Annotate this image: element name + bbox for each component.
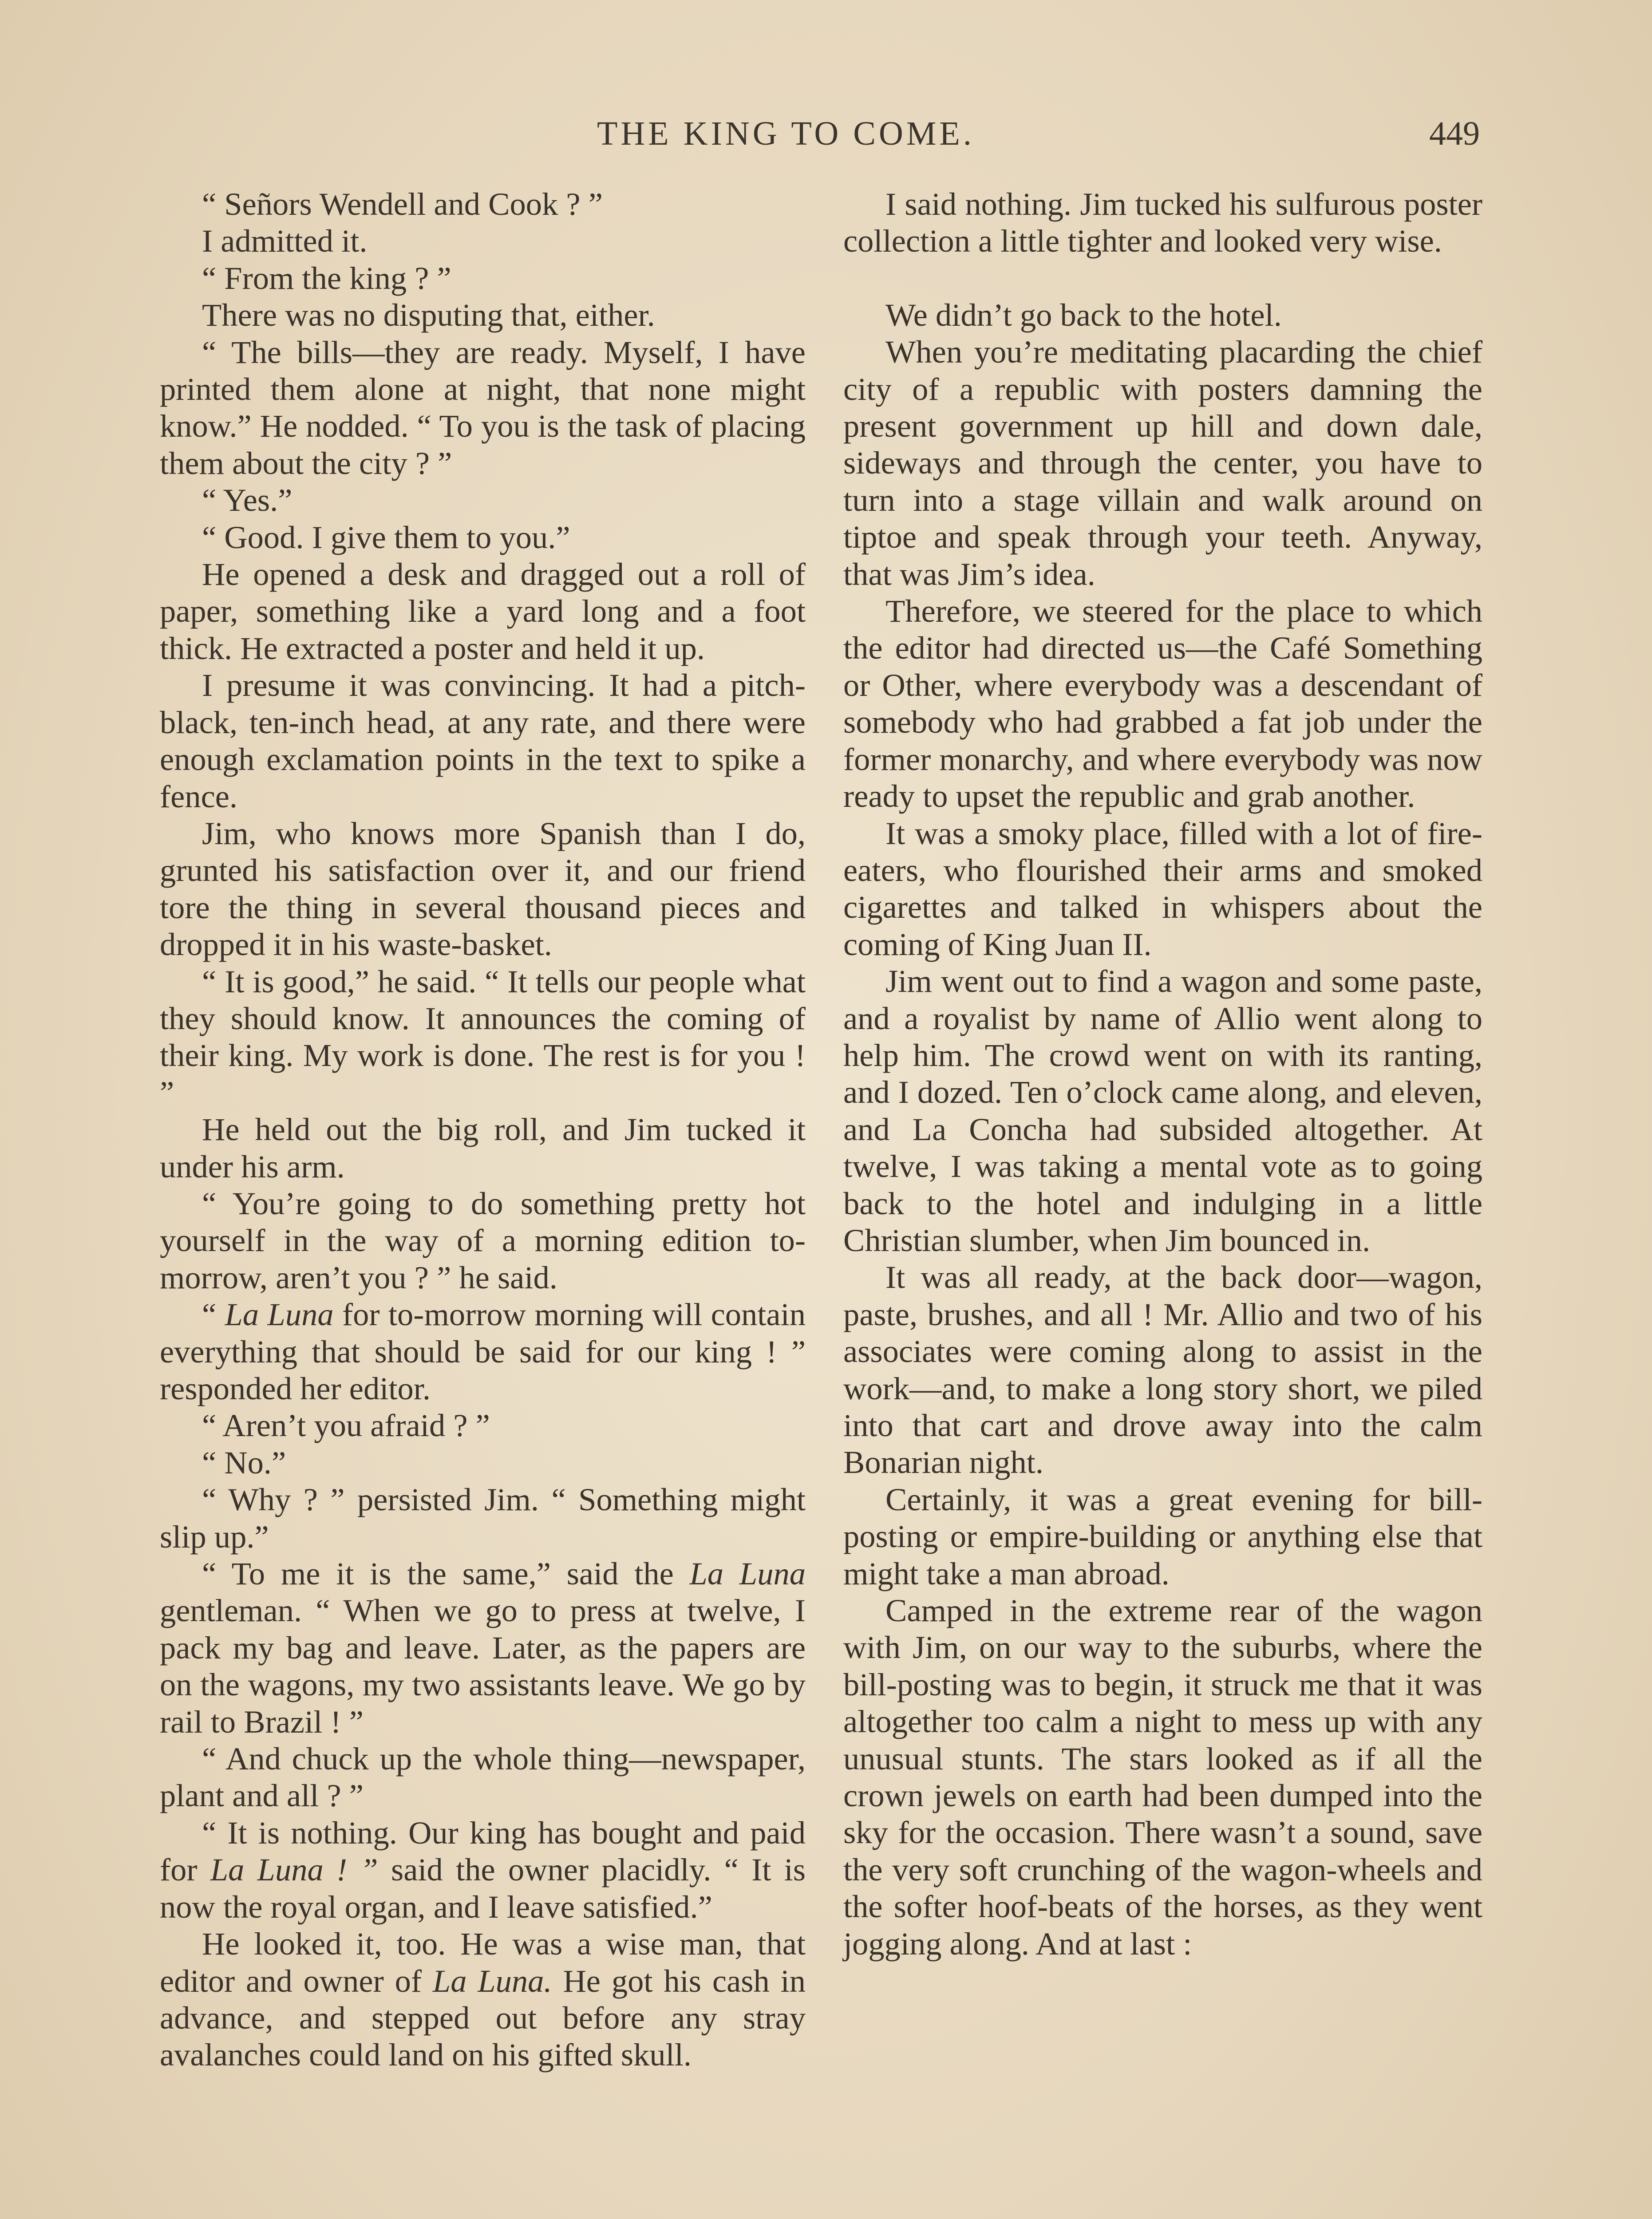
paragraph: “ No.” — [202, 1444, 286, 1481]
paragraph: We didn’t go back to the hotel. — [885, 296, 1282, 333]
paragraph: He opened a desk and dragged out a roll of paper, something like a yard long and a foot thick. He extracted a poster and held it up. — [160, 556, 806, 666]
paragraph: There was no disputing that, either. — [202, 297, 655, 333]
paragraph: He looked it, too. He was a wise man, that editor and owner of La Luna. He got his cash in advance, and stepped out before any stray avalanches could land on his gifted skull. — [160, 1926, 806, 2073]
paragraph: Therefore, we steered for the place to which the editor had directed us—the Café Something or Other, where everybody was a descendant of somebody who had grabbed a fat job under the former monarchy, and where everybody was now ready to upset the republic and grab another. — [843, 593, 1482, 814]
paragraph: I presume it was convincing. It had a pitch-black, ten-inch head, at any rate, and there were enough exclamation points in the text to spike a fence. — [160, 667, 806, 814]
running-head: THE KING TO COME. — [597, 115, 975, 152]
paragraph: “ It is good,” he said. “ It tells our people what they should know. It announces the coming of their king. My work is done. The rest is for you ! ” — [160, 963, 806, 1110]
italic-title: La Luna — [225, 1296, 334, 1333]
paragraph: It was a smoky place, filled with a lot of fire-eaters, who flourished their arms and smoked cigarettes and talked in whispers about the coming of King Juan II. — [843, 815, 1482, 962]
paragraph: “ La Luna for to-morrow morning will contain everything that should be said for our king ! ” responded her editor. — [160, 1296, 806, 1406]
page-number: 449 — [1429, 115, 1480, 152]
paragraph: “ Why ? ” persisted Jim. “ Something might slip up.” — [160, 1481, 806, 1555]
paragraph: “ From the king ? ” — [202, 260, 451, 296]
paragraph: “ Good. I give them to you.” — [202, 519, 570, 555]
paragraph: Jim went out to find a wagon and some paste, and a royalist by name of Allio went along to help him. The crowd went on with its ranting, and I dozed. Ten o’clock came along, and eleven, and La Concha had subsided altogether. At twelve, I was taking a mental vote as to going back to the hotel and indulging in a little Christian slumber, when Jim bounced in. — [843, 963, 1482, 1258]
paragraph: “ Señors Wendell and Cook ? ” — [202, 186, 603, 222]
paragraph: Camped in the extreme rear of the wagon with Jim, on our way to the suburbs, where the bill-posting was to begin, it struck me that it was altogether too calm a night to mess up with any unusual stunts. The stars looked as if all the crown jewels on earth had been dumped into the sky for the occasion. There wasn’t a sound, save the very soft crunching of the wagon-wheels and the softer hoof-beats of the horses, as they went jogging along. And at last : — [843, 1592, 1482, 1962]
italic-title: La Luna — [689, 1556, 806, 1592]
paragraph: I admitted it. — [202, 223, 368, 259]
paragraph: “ To me it is the same,” said the La Luna gentleman. “ When we go to press at twelve, I pack my bag and leave. Later, as the papers are on the wagons, my two assistants leave. We go by rail to Brazil ! ” — [160, 1556, 806, 1740]
paragraph: “ You’re going to do something pretty hot yourself in the way of a morning edition to-morrow, aren’t you ? ” he said. — [160, 1185, 806, 1295]
italic-title: La Luna. — [432, 1962, 552, 1999]
paragraph: Certainly, it was a great evening for bill-posting or empire-building or anything else that might take a man abroad. — [843, 1481, 1482, 1591]
paragraph: “ And chuck up the whole thing—newspaper, plant and all ? ” — [160, 1741, 806, 1814]
paragraph: He held out the big roll, and Jim tucked it under his arm. — [160, 1111, 806, 1185]
italic-title: La Luna ! ” — [210, 1852, 378, 1888]
paragraph: When you’re meditating placarding the chief city of a republic with posters damning the present government up hill and down dale, sideways and through the center, you have to turn into a stage villain and walk around on tiptoe and speak through your teeth. Anyway, that was Jim’s idea. — [843, 334, 1482, 592]
paragraph: “ The bills—they are ready. Myself, I have printed them alone at night, that none might know.” He nodded. “ To you is the task of placing them about the city ? ” — [160, 334, 806, 481]
right-column — [843, 186, 1482, 1962]
left-column — [160, 186, 806, 2073]
paragraph: It was all ready, at the back door—wagon, paste, brushes, and all ! Mr. Allio and two of his associates were coming along to assist in the work—and, to make a long story short, we piled into that cart and drove away into the calm Bonarian night. — [843, 1259, 1482, 1481]
paragraph: “ Yes.” — [202, 482, 292, 518]
paragraph: “ Aren’t you afraid ? ” — [202, 1407, 490, 1444]
paragraph: “ It is nothing. Our king has bought and paid for La Luna ! ” said the owner placidly. “ It is now the royal organ, and I leave satisfied.” — [160, 1814, 806, 1925]
paragraph: I said nothing. Jim tucked his sulfurous poster collection a little tighter and looked very wise. — [843, 186, 1482, 259]
paragraph: Jim, who knows more Spanish than I do, grunted his satisfaction over it, and our friend tore the thing in several thousand pieces and dropped it in his waste-basket. — [160, 815, 806, 963]
